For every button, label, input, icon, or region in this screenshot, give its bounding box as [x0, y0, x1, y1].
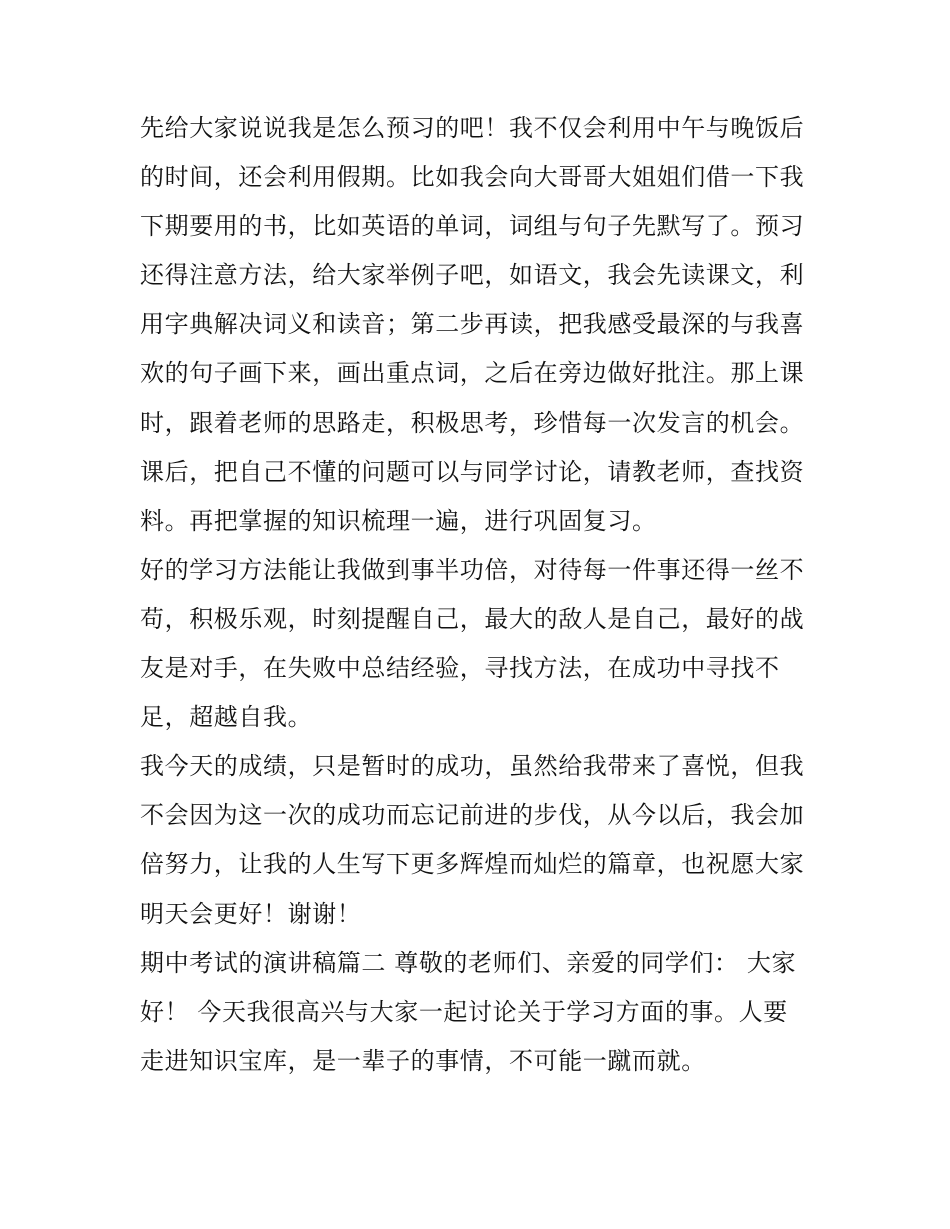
- document-body: [140, 104, 820, 1086]
- text-line: 走进知识宝库，是一辈子的事情，不可能一蹴而就。: [140, 1046, 706, 1075]
- text-line: 欢的句子画下来，画出重点词，之后在旁边做好批注。那上课: [140, 359, 805, 388]
- text-line: 不会因为这一次的成功而忘记前进的步伐，从今以后，我会加: [140, 801, 805, 830]
- text-line: 好的学习方法能让我做到事半功倍，对待每一件事还得一丝不: [140, 555, 805, 584]
- text-line: 期中考试的演讲稿篇二 尊敬的老师们、亲爱的同学们： 大家: [140, 948, 797, 977]
- text-line: 我今天的成绩，只是暂时的成功，虽然给我带来了喜悦，但我: [140, 752, 805, 781]
- text-line: 课后，把自己不懂的问题可以与同学讨论，请教老师，查找资: [140, 457, 805, 486]
- text-line: 倍努力，让我的人生写下更多辉煌而灿烂的篇章，也祝愿大家: [140, 850, 805, 879]
- text-line: 足，超越自我。: [140, 703, 313, 732]
- text-line: 料。再把掌握的知识梳理一遍，进行巩固复习。: [140, 506, 657, 535]
- text-line: 还得注意方法，给大家举例子吧，如语文，我会先读课文，利: [140, 261, 805, 290]
- text-line: 先给大家说说我是怎么预习的吧！我不仅会利用中午与晚饭后: [140, 114, 805, 142]
- text-line: 明天会更好！谢谢！: [140, 899, 362, 928]
- text-line: 苟，积极乐观，时刻提醒自己，最大的敌人是自己，最好的战: [140, 604, 805, 633]
- text-line: 的时间，还会利用假期。比如我会向大哥哥大姐姐们借一下我: [140, 163, 805, 192]
- text-line: 下期要用的书，比如英语的单词，词组与句子先默写了。预习: [140, 212, 805, 241]
- text-line: 用字典解决词义和读音；第二步再读，把我感受最深的与我喜: [140, 310, 805, 339]
- text-line: 好！ 今天我很高兴与大家一起讨论关于学习方面的事。人要: [140, 997, 788, 1026]
- text-line: 友是对手，在失败中总结经验，寻找方法，在成功中寻找不: [140, 654, 780, 683]
- text-line: 时，跟着老师的思路走，积极思考，珍惜每一次发言的机会。: [140, 408, 805, 437]
